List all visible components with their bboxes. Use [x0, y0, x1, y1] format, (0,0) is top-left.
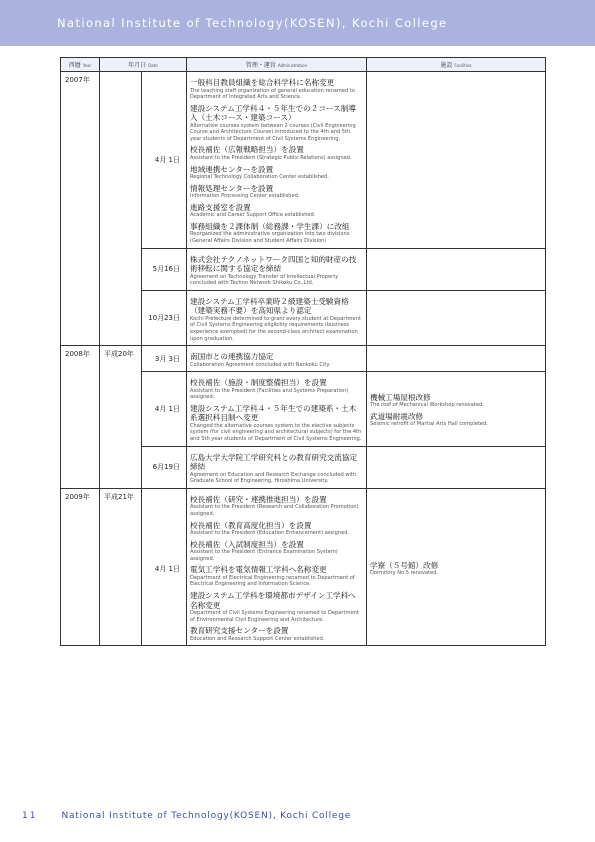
item-jp: 校長補佐（広報戦略担当）を設置: [190, 145, 304, 155]
era-cell: 平成20年: [100, 346, 142, 489]
item-en: Information Processing Center established.: [190, 193, 300, 200]
header-year-en: Year: [82, 63, 92, 68]
facilities-cell: [367, 290, 546, 345]
item-jp: 校長補佐（施設・制度整備担当）を設置: [190, 378, 327, 388]
admin-item: [190, 297, 362, 342]
header-admin-en: Administration: [277, 63, 308, 68]
item-en: Seismic retrofit of Martial Arts Hall completed.: [370, 421, 488, 428]
facility-item: [370, 561, 542, 577]
date-cell: 4月 1日: [142, 72, 187, 249]
year-cell: 2008年: [61, 346, 100, 489]
item-jp: 電気工学科を電気情報工学科へ名称変更: [190, 565, 327, 575]
page-footer: [22, 811, 351, 821]
item-jp: 武道場耐震改修: [370, 411, 424, 421]
date-cell: 3月 3日: [142, 346, 187, 372]
era-cell: 平成21年: [100, 488, 142, 645]
item-jp: 建設システム工学科を環境都市デザイン工学科へ名称変更: [190, 591, 356, 610]
item-en: Assistant to the President (Strategic Public Relations) assigned.: [190, 154, 352, 161]
header-fac-jp: 施設: [440, 62, 453, 69]
item-jp: 校長補佐（研究・連携推進担当）を設置: [190, 494, 327, 504]
header-admin-jp: 管理・運営: [245, 62, 276, 69]
era-cell: [100, 72, 142, 346]
item-jp: 建設システム工学科４・５年生での２コース制導入（土木コース・建築コース）: [190, 103, 356, 123]
admin-cell: [187, 248, 367, 290]
date-cell: 6月19日: [142, 446, 187, 488]
item-en: The teaching staff organization of general education renamed to Department of Integrated Arts and Science.: [190, 87, 355, 101]
item-en: Agreement on Technology Transfer of Intellectual Property concluded with Techno Network Shikoku Co.,Ltd.: [190, 273, 339, 287]
item-jp: 建設システム工学科卒業時２級建築士受験資格（建築実務不要）を高知県より認定: [190, 296, 349, 316]
item-en: Assistant to the President (Education Enhancement) assigned.: [190, 530, 350, 537]
item-jp: 広島大学大学院工学研究科との教育研究交流協定締結: [190, 452, 358, 472]
item-en: Department of Electrical Engineering renamed to Department of Electrical Engineering and Information Science.: [190, 574, 355, 588]
item-en: Dormitory No.5 renovated.: [370, 570, 439, 577]
admin-item: [190, 404, 362, 443]
facilities-cell: [367, 446, 546, 488]
admin-item: [190, 626, 362, 642]
date-cell: 4月 1日: [142, 372, 187, 446]
page-number: 11: [22, 811, 38, 821]
item-en: Department of Civil Systems Engineering renamed to Department of Environmental Civil Engineering and Architecture.: [190, 610, 359, 623]
date-cell: 10月23日: [142, 290, 187, 345]
item-jp: 株式会社テクノネットワーク四国と知的財産の技術移転に関する協定を締結: [190, 254, 357, 274]
admin-cell: [187, 72, 367, 249]
date-cell: 4月 1日: [142, 488, 187, 645]
item-jp: 機械工場屋根改修: [370, 392, 431, 402]
admin-cell: [187, 372, 367, 446]
table-row: [61, 72, 546, 249]
item-en: Academic and Career Support Office established.: [190, 212, 316, 219]
year-cell: 2007年: [61, 72, 100, 346]
item-jp: 一般科目教員組織を総合科学科に名称変更: [190, 78, 335, 87]
admin-item: [190, 104, 362, 143]
item-en: Education and Research Support Center established.: [190, 635, 325, 642]
admin-item: [190, 222, 362, 245]
item-jp: 地域連携センターを設置: [190, 164, 274, 174]
admin-item: [190, 378, 362, 401]
item-en: Assistant to the President (Facilities and Systems Preparation) assigned.: [190, 387, 349, 401]
footer-title: National Institute of Technology(KOSEN), Kochi College: [61, 811, 352, 821]
header-year-jp: 西暦: [68, 62, 81, 69]
admin-item: [190, 540, 362, 563]
header-facilities: [367, 58, 546, 72]
item-en: Changed the alternative courses system to the elective subjects system (for civil engineering and architectural subjects) for the 4th and 5th year students of Department of Civil Systems Engineering.: [190, 422, 362, 443]
admin-cell: [187, 446, 367, 488]
history-table: [60, 57, 546, 646]
admin-item: [190, 78, 362, 101]
admin-item: [190, 165, 362, 181]
item-jp: 校長補佐（入試制度担当）を設置: [190, 539, 304, 549]
header-title: National Institute of Technology(KOSEN), Kochi College: [57, 16, 448, 30]
item-jp: 学寮（５号館）改修: [370, 560, 439, 570]
facilities-cell: [367, 248, 546, 290]
header-admin: [187, 58, 367, 72]
header-date-en: Date: [148, 63, 158, 68]
item-en: Assistant to the President (Entrance Examination System) assigned.: [190, 549, 338, 562]
admin-cell: [187, 346, 367, 372]
facilities-cell: [367, 346, 546, 372]
date-cell: 5月16日: [142, 248, 187, 290]
item-en: Reorganized the administrative organization into two divisions (General Affairs Division and Student Affairs Division): [190, 231, 350, 244]
item-jp: 情報処理センターを設置: [190, 183, 274, 193]
item-en: Collaboration Agreement concluded with Nankoku City.: [190, 361, 331, 368]
year-cell: 2009年: [61, 488, 100, 645]
item-en: Regional Technology Collaboration Center established.: [190, 174, 329, 181]
header-date: [100, 58, 187, 72]
item-jp: 教育研究支援センターを設置: [190, 626, 289, 636]
item-en: Kochi Prefecture determined to grant every student at Department of Civil Systems Engineering eligibility requirements (business experience exempted) for the second-class architect examination upon graduation.: [190, 315, 361, 342]
facility-item: [370, 393, 542, 409]
admin-item: [190, 255, 362, 287]
table-row: [61, 346, 546, 372]
admin-item: [190, 521, 362, 537]
admin-item: [190, 203, 362, 219]
facilities-cell: [367, 488, 546, 645]
facilities-cell: [367, 372, 546, 446]
admin-item: [190, 145, 362, 161]
header-banner: [0, 0, 595, 46]
item-en: Assistant to the President (Research and Collaboration Promotion) assigned.: [190, 504, 359, 517]
item-jp: 南国市との連携協力協定: [190, 352, 274, 362]
item-en: Agreement on Education and Research Exchange concluded with Graduate School of Engineering, Hiroshima University.: [190, 471, 357, 485]
item-jp: 事務組織を２課体制（総務課・学生課）に改組: [190, 221, 350, 231]
table-header-row: [61, 58, 546, 72]
header-date-jp: 年月日: [128, 62, 147, 69]
admin-item: [190, 184, 362, 200]
admin-cell: [187, 488, 367, 645]
admin-item: [190, 565, 362, 588]
item-en: The roof of Mechanical Workshop renovated.: [370, 402, 484, 409]
item-jp: 校長補佐（教育高度化担当）を設置: [190, 520, 312, 530]
admin-item: [190, 495, 362, 518]
header-year: [61, 58, 100, 72]
item-jp: 進路支援室を設置: [190, 202, 251, 212]
facility-item: [370, 412, 542, 428]
admin-item: [190, 591, 362, 623]
facilities-cell: [367, 72, 546, 249]
item-jp: 建設システム工学科４・５年生での建築系・土木系選択科目制へ変更: [190, 403, 357, 423]
admin-item: [190, 453, 362, 485]
admin-item: [190, 352, 362, 368]
table-row: [61, 488, 546, 645]
admin-cell: [187, 290, 367, 345]
item-en: Alternative courses system between 2 courses (Civil Engineering Course and Architecture Course) introduced to the 4th and 5th year students of Department of Civil Systems Engineering.: [190, 122, 356, 142]
header-fac-en: Facilities: [454, 63, 472, 68]
